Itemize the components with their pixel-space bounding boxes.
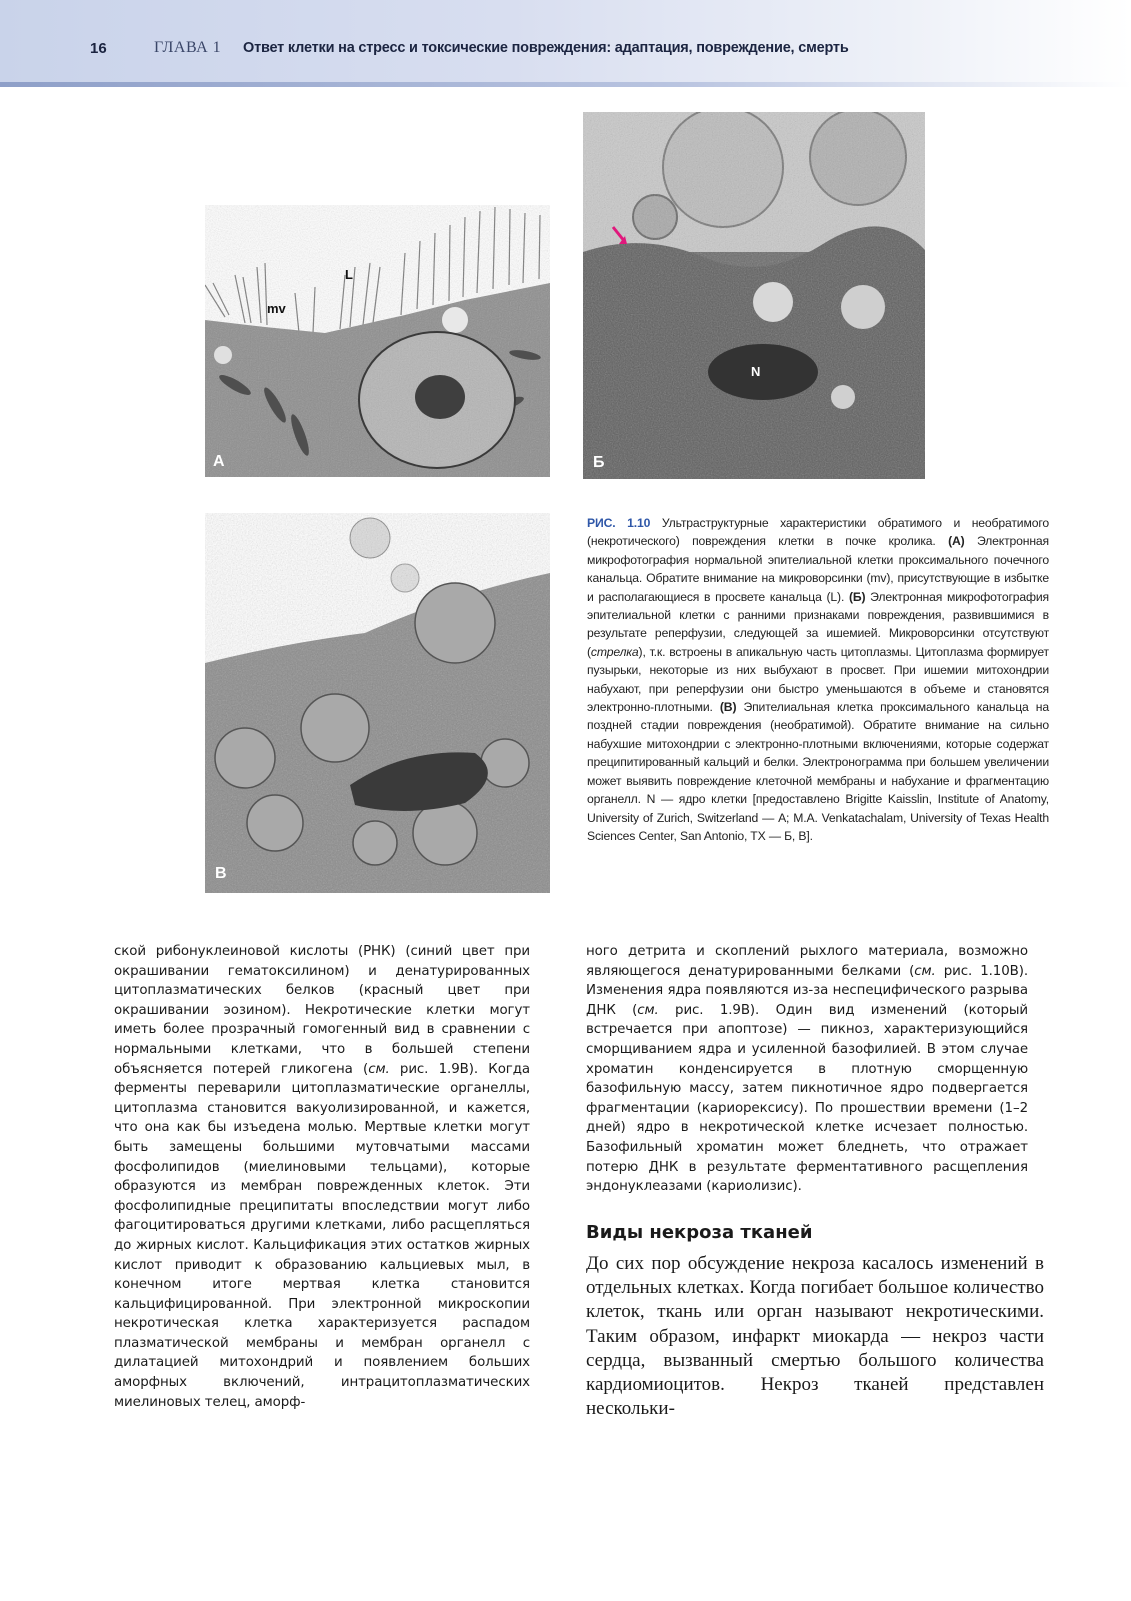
caption-text-b2: ), т.к. встроены в апикальную часть цитоплазмы. Цитоплазма формирует пузырьки, некоторые из них выбухают в просвет. При ишемии митохондрии набухают, при реперфузии они быстро уменьшаются в объеме и становятся электронно-плотными. bbox=[587, 644, 1049, 715]
left-text-1: ской рибонуклеиновой кислоты (РНК) (синий цвет при окрашивании гематоксилином) и денатурированных цитоплазматических белков (красный цвет при окрашивании эозином). Некротические клетки могут иметь более прозрачный гомогенный вид в сравнении с нормальными клетками, что в большей степени объясняется потерей гликогена ( bbox=[114, 944, 530, 1077]
right-text-3: рис. 1.9В). Один вид изменений (который встречается при апоптозе) — пикноз, характеризующийся сморщиванием ядра и усиленной базофилией. В этом случае хроматин конденсируется в плотную сморщенную базофильную массу, затем пикнотичное ядро подвергается фрагментации (кариорексису). По прошествии времени (1–2 дней) ядро в некротической клетке исчезает полностью. Базофильный хроматин может бледнеть, что отражает потерю ДНК в результате ферментативного расщепления эндонуклеазами (кариолизис). bbox=[586, 1002, 1028, 1195]
caption-label-a: (А) bbox=[948, 534, 965, 549]
right-text-2: рис. 1.10В). Изменения ядра появляются из-за неспецифического разрыва ДНК ( bbox=[586, 963, 1028, 1018]
header-rule bbox=[0, 82, 1131, 87]
running-title: Ответ клетки на стресс и токсические повреждения: адаптация, повреждение, смерть bbox=[243, 40, 849, 56]
right-see-2: см. bbox=[637, 1002, 659, 1018]
micrograph-panel-c bbox=[205, 513, 550, 893]
page-number: 16 bbox=[90, 40, 107, 57]
lumen-marker: L bbox=[345, 267, 353, 282]
micrograph-c-image bbox=[205, 513, 550, 893]
left-see-1: см. bbox=[368, 1061, 390, 1077]
left-column-text bbox=[114, 942, 530, 1412]
caption-text-b1: Электронная микрофотография эпителиальной клетки с ранними признаками повреждения, развившимися в результате реперфузии, следующей за ишемией. Микроворсинки отсутствуют ( bbox=[587, 589, 1049, 659]
figure-id: РИС. 1.10 bbox=[587, 516, 651, 530]
right-text-1: ного детрита и скоплений рыхлого материала, возможно являющегося денатурированными белками ( bbox=[586, 944, 1028, 979]
panel-label-b: Б bbox=[593, 454, 605, 471]
caption-text-a: Электронная микрофотография нормальной эпителиальной клетки проксимального почечного канальца. Обратите внимание на микроворсинки (mv), присутствующие в избытке и располагающиеся в просвете канальца (L). bbox=[587, 534, 1049, 604]
caption-arrow-word: стрелка bbox=[590, 644, 639, 659]
chapter-label: ГЛАВА 1 bbox=[154, 39, 222, 56]
micrograph-a-image bbox=[205, 205, 550, 477]
right-column-text bbox=[586, 942, 1028, 1197]
caption-label-b: (Б) bbox=[848, 589, 866, 604]
caption-text-c: Эпителиальная клетка проксимального канальца на поздней стадии повреждения (необратимой). Обратите внимание на сильно набухшие митохондрии с электронно-плотными включениями, которые содержат преципитированный кальций и белки. Электронограмма при большем увеличении может выявить повреждение клеточной мембраны и набухание и фрагментацию органелл. N — ядро клетки [предоставлено Brigitte Kaisslin, Institute of Anatomy, University of Zurich, Switzerland — А; M.A. Venkatachalam, University of Texas Health Sciences Center, San Antonio, TX — Б, В]. bbox=[587, 700, 1049, 843]
microvilli-marker: mv bbox=[267, 301, 286, 316]
nucleus-marker: N bbox=[751, 364, 761, 379]
figure-caption bbox=[587, 514, 1049, 845]
micrograph-b-image bbox=[583, 112, 925, 479]
section-body-text: До сих пор обсуждение некроза касалось изменений в отдельных клетках. Когда погибает большое количество клеток, ткань или орган называют некротическими. Таким образом, инфаркт миокарда — некроз части сердца, вызванный смертью большого количества кардиомиоцитов. Некроз тканей представлен нескольки- bbox=[586, 1253, 1044, 1420]
caption-label-c: (В) bbox=[719, 700, 737, 715]
micrograph-panel-a bbox=[205, 205, 550, 477]
panel-label-a: А bbox=[213, 453, 225, 470]
caption-intro: Ультраструктурные характеристики обратимого и необратимого (некротического) повреждения клетки в почке кролика. bbox=[587, 516, 1049, 549]
left-text-2: рис. 1.9В). Когда ферменты переварили цитоплазматические органеллы, цитоплазма становится вакуолизированной, и кажется, что она как бы изъедена молью. Мертвые клетки могут быть замещены большими мутовчатыми массами фосфолипидов (миелиновыми тельцами), которые образуются из мембран поврежденных клеток. Эти фосфолипидные преципитаты впоследствии могут либо фагоцитироваться другими клетками, либо расщепляться до жирных кислот. Кальцификация этих остатков жирных кислот приводит к образованию кальциевых мыл, в конечном итоге мертвая клетка становится кальцифицированной. При электронной микроскопии некротическая клетка характеризуется распадом плазматической мембраны и мембран органелл с дилатацией митохондрий и появлением больших аморфных включений, интрацитоплазматических миелиновых телец, аморф- bbox=[114, 1061, 531, 1410]
right-see-1: см. bbox=[914, 963, 936, 979]
section-heading: Виды некроза тканей bbox=[586, 1222, 813, 1243]
panel-label-c: В bbox=[215, 865, 227, 882]
micrograph-panel-b bbox=[583, 112, 925, 479]
